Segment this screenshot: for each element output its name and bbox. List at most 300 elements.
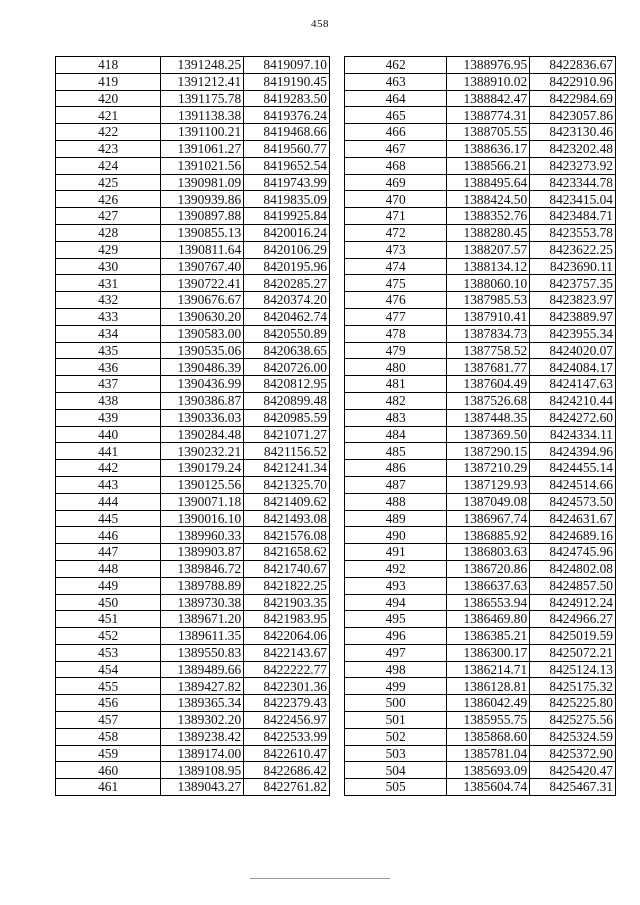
y-coordinate-cell: 8424210.44 [530,392,616,409]
point-number-cell: 500 [345,695,447,712]
point-number-cell: 423 [56,140,161,157]
y-coordinate-cell: 8423202.48 [530,140,616,157]
table-row [345,443,616,460]
y-coordinate-cell: 8421576.08 [244,527,330,544]
point-number-cell: 425 [56,174,161,191]
point-number-cell: 473 [345,241,447,258]
table-row [345,73,616,90]
y-coordinate-cell: 8424084.17 [530,359,616,376]
footer-rule [250,878,390,879]
x-coordinate-cell: 1390981.09 [161,174,244,191]
x-coordinate-cell: 1389174.00 [161,745,244,762]
y-coordinate-cell: 8419560.77 [244,140,330,157]
table-row [56,308,330,325]
point-number-cell: 429 [56,241,161,258]
x-coordinate-cell: 1387448.35 [447,409,530,426]
table-row [345,124,616,141]
table-row [56,258,330,275]
x-coordinate-cell: 1389788.89 [161,577,244,594]
point-number-cell: 485 [345,443,447,460]
point-number-cell: 495 [345,611,447,628]
x-coordinate-cell: 1390583.00 [161,325,244,342]
point-number-cell: 449 [56,577,161,594]
point-number-cell: 465 [345,107,447,124]
x-coordinate-cell: 1389238.42 [161,728,244,745]
point-number-cell: 497 [345,644,447,661]
point-number-cell: 501 [345,712,447,729]
table-row [56,611,330,628]
y-coordinate-cell: 8420285.27 [244,275,330,292]
table-row [345,426,616,443]
y-coordinate-cell: 8423553.78 [530,224,616,241]
x-coordinate-cell: 1390071.18 [161,493,244,510]
y-coordinate-cell: 8419097.10 [244,57,330,74]
point-number-cell: 419 [56,73,161,90]
point-number-cell: 483 [345,409,447,426]
x-coordinate-cell: 1385868.60 [447,728,530,745]
table-row [56,392,330,409]
table-row [345,258,616,275]
x-coordinate-cell: 1387604.49 [447,376,530,393]
point-number-cell: 461 [56,779,161,796]
table-row [56,157,330,174]
point-number-cell: 498 [345,661,447,678]
x-coordinate-cell: 1390897.88 [161,208,244,225]
y-coordinate-cell: 8425324.59 [530,728,616,745]
table-row [345,661,616,678]
table-row [345,325,616,342]
x-coordinate-cell: 1387758.52 [447,342,530,359]
table-row [56,762,330,779]
y-coordinate-cell: 8423057.86 [530,107,616,124]
point-number-cell: 504 [345,762,447,779]
x-coordinate-cell: 1390767.40 [161,258,244,275]
y-coordinate-cell: 8422984.69 [530,90,616,107]
point-number-cell: 431 [56,275,161,292]
y-coordinate-cell: 8424272.60 [530,409,616,426]
table-row [345,292,616,309]
x-coordinate-cell: 1389960.33 [161,527,244,544]
x-coordinate-cell: 1389043.27 [161,779,244,796]
x-coordinate-cell: 1388280.45 [447,224,530,241]
table-row [345,745,616,762]
table-row [56,661,330,678]
table-row [345,560,616,577]
point-number-cell: 422 [56,124,161,141]
y-coordinate-cell: 8423757.35 [530,275,616,292]
y-coordinate-cell: 8420195.96 [244,258,330,275]
y-coordinate-cell: 8425467.31 [530,779,616,796]
table-row [345,157,616,174]
x-coordinate-cell: 1390535.06 [161,342,244,359]
table-row [345,577,616,594]
x-coordinate-cell: 1390676.67 [161,292,244,309]
y-coordinate-cell: 8425175.32 [530,678,616,695]
point-number-cell: 467 [345,140,447,157]
y-coordinate-cell: 8425019.59 [530,628,616,645]
y-coordinate-cell: 8423955.34 [530,325,616,342]
x-coordinate-cell: 1386300.17 [447,644,530,661]
y-coordinate-cell: 8419835.09 [244,191,330,208]
point-number-cell: 424 [56,157,161,174]
y-coordinate-cell: 8424966.27 [530,611,616,628]
point-number-cell: 445 [56,510,161,527]
point-number-cell: 441 [56,443,161,460]
y-coordinate-cell: 8420550.89 [244,325,330,342]
y-coordinate-cell: 8420462.74 [244,308,330,325]
table-row [56,124,330,141]
x-coordinate-cell: 1390436.99 [161,376,244,393]
point-number-cell: 428 [56,224,161,241]
x-coordinate-cell: 1390939.86 [161,191,244,208]
x-coordinate-cell: 1389730.38 [161,594,244,611]
point-number-cell: 469 [345,174,447,191]
table-row [56,577,330,594]
x-coordinate-cell: 1388566.21 [447,157,530,174]
y-coordinate-cell: 8424573.50 [530,493,616,510]
point-number-cell: 460 [56,762,161,779]
point-number-cell: 436 [56,359,161,376]
y-coordinate-cell: 8423823.97 [530,292,616,309]
table-row [56,493,330,510]
x-coordinate-cell: 1388352.76 [447,208,530,225]
y-coordinate-cell: 8423690.11 [530,258,616,275]
y-coordinate-cell: 8423622.25 [530,241,616,258]
table-row [56,292,330,309]
point-number-cell: 433 [56,308,161,325]
table-row [56,460,330,477]
coordinates-table-left [55,56,330,796]
point-number-cell: 484 [345,426,447,443]
y-coordinate-cell: 8420374.20 [244,292,330,309]
x-coordinate-cell: 1387910.41 [447,308,530,325]
point-number-cell: 496 [345,628,447,645]
x-coordinate-cell: 1389671.20 [161,611,244,628]
table-row [345,359,616,376]
x-coordinate-cell: 1388134.12 [447,258,530,275]
x-coordinate-cell: 1390336.03 [161,409,244,426]
table-row [56,174,330,191]
y-coordinate-cell: 8420106.29 [244,241,330,258]
page-number: 458 [311,18,329,30]
y-coordinate-cell: 8419652.54 [244,157,330,174]
table-row [56,544,330,561]
x-coordinate-cell: 1386553.94 [447,594,530,611]
table-row [56,359,330,376]
y-coordinate-cell: 8424147.63 [530,376,616,393]
point-number-cell: 487 [345,476,447,493]
y-coordinate-cell: 8424394.96 [530,443,616,460]
point-number-cell: 455 [56,678,161,695]
y-coordinate-cell: 8422836.67 [530,57,616,74]
point-number-cell: 457 [56,712,161,729]
y-coordinate-cell: 8425124.13 [530,661,616,678]
x-coordinate-cell: 1391021.56 [161,157,244,174]
table-row [345,224,616,241]
x-coordinate-cell: 1391212.41 [161,73,244,90]
point-number-cell: 474 [345,258,447,275]
x-coordinate-cell: 1387985.53 [447,292,530,309]
x-coordinate-cell: 1388636.17 [447,140,530,157]
point-number-cell: 479 [345,342,447,359]
point-number-cell: 499 [345,678,447,695]
point-number-cell: 458 [56,728,161,745]
point-number-cell: 421 [56,107,161,124]
x-coordinate-cell: 1390811.64 [161,241,244,258]
table-row [345,510,616,527]
point-number-cell: 503 [345,745,447,762]
y-coordinate-cell: 8424689.16 [530,527,616,544]
point-number-cell: 440 [56,426,161,443]
point-number-cell: 452 [56,628,161,645]
point-number-cell: 437 [56,376,161,393]
point-number-cell: 434 [56,325,161,342]
table-row [345,174,616,191]
table-row [56,644,330,661]
y-coordinate-cell: 8423344.78 [530,174,616,191]
x-coordinate-cell: 1386469.80 [447,611,530,628]
y-coordinate-cell: 8424631.67 [530,510,616,527]
table-row [56,73,330,90]
point-number-cell: 430 [56,258,161,275]
x-coordinate-cell: 1385604.74 [447,779,530,796]
table-row [345,644,616,661]
x-coordinate-cell: 1389550.83 [161,644,244,661]
table-row [56,409,330,426]
table-row [345,544,616,561]
point-number-cell: 435 [56,342,161,359]
point-number-cell: 450 [56,594,161,611]
table-row [345,594,616,611]
y-coordinate-cell: 8422686.42 [244,762,330,779]
y-coordinate-cell: 8425372.90 [530,745,616,762]
x-coordinate-cell: 1389302.20 [161,712,244,729]
table-row [56,140,330,157]
y-coordinate-cell: 8424334.11 [530,426,616,443]
table-row [56,678,330,695]
point-number-cell: 466 [345,124,447,141]
x-coordinate-cell: 1390125.56 [161,476,244,493]
y-coordinate-cell: 8425420.47 [530,762,616,779]
point-number-cell: 439 [56,409,161,426]
y-coordinate-cell: 8421241.34 [244,460,330,477]
y-coordinate-cell: 8425072.21 [530,644,616,661]
point-number-cell: 489 [345,510,447,527]
y-coordinate-cell: 8419283.50 [244,90,330,107]
point-number-cell: 482 [345,392,447,409]
y-coordinate-cell: 8424857.50 [530,577,616,594]
x-coordinate-cell: 1389108.95 [161,762,244,779]
point-number-cell: 418 [56,57,161,74]
point-number-cell: 443 [56,476,161,493]
x-coordinate-cell: 1389365.34 [161,695,244,712]
y-coordinate-cell: 8423415.04 [530,191,616,208]
table-row [345,409,616,426]
table-row [345,376,616,393]
coordinates-table-right-body [345,57,616,796]
table-row [345,57,616,74]
x-coordinate-cell: 1387681.77 [447,359,530,376]
table-row [56,594,330,611]
table-row [345,460,616,477]
table-row [56,728,330,745]
y-coordinate-cell: 8422910.96 [530,73,616,90]
point-number-cell: 451 [56,611,161,628]
point-number-cell: 502 [345,728,447,745]
point-number-cell: 426 [56,191,161,208]
x-coordinate-cell: 1391248.25 [161,57,244,74]
y-coordinate-cell: 8423889.97 [530,308,616,325]
point-number-cell: 493 [345,577,447,594]
x-coordinate-cell: 1390179.24 [161,460,244,477]
table-row [56,191,330,208]
point-number-cell: 492 [345,560,447,577]
x-coordinate-cell: 1389903.87 [161,544,244,561]
y-coordinate-cell: 8424455.14 [530,460,616,477]
point-number-cell: 505 [345,779,447,796]
table-row [56,628,330,645]
x-coordinate-cell: 1386967.74 [447,510,530,527]
x-coordinate-cell: 1390486.39 [161,359,244,376]
x-coordinate-cell: 1389427.82 [161,678,244,695]
x-coordinate-cell: 1390630.20 [161,308,244,325]
x-coordinate-cell: 1386637.63 [447,577,530,594]
y-coordinate-cell: 8425275.56 [530,712,616,729]
y-coordinate-cell: 8420985.59 [244,409,330,426]
table-row [345,527,616,544]
point-number-cell: 472 [345,224,447,241]
table-row [56,208,330,225]
x-coordinate-cell: 1390016.10 [161,510,244,527]
table-row [345,678,616,695]
table-row [56,527,330,544]
x-coordinate-cell: 1387834.73 [447,325,530,342]
x-coordinate-cell: 1391061.27 [161,140,244,157]
point-number-cell: 462 [345,57,447,74]
y-coordinate-cell: 8424802.08 [530,560,616,577]
y-coordinate-cell: 8421156.52 [244,443,330,460]
point-number-cell: 442 [56,460,161,477]
point-number-cell: 471 [345,208,447,225]
x-coordinate-cell: 1387129.93 [447,476,530,493]
y-coordinate-cell: 8422533.99 [244,728,330,745]
point-number-cell: 453 [56,644,161,661]
y-coordinate-cell: 8422064.06 [244,628,330,645]
y-coordinate-cell: 8420899.48 [244,392,330,409]
y-coordinate-cell: 8419376.24 [244,107,330,124]
x-coordinate-cell: 1386128.81 [447,678,530,695]
x-coordinate-cell: 1388774.31 [447,107,530,124]
point-number-cell: 444 [56,493,161,510]
x-coordinate-cell: 1387526.68 [447,392,530,409]
x-coordinate-cell: 1388207.57 [447,241,530,258]
y-coordinate-cell: 8420812.95 [244,376,330,393]
y-coordinate-cell: 8424745.96 [530,544,616,561]
table-row [56,745,330,762]
table-row [345,476,616,493]
point-number-cell: 478 [345,325,447,342]
y-coordinate-cell: 8419190.45 [244,73,330,90]
y-coordinate-cell: 8420016.24 [244,224,330,241]
table-row [345,392,616,409]
y-coordinate-cell: 8422761.82 [244,779,330,796]
point-number-cell: 448 [56,560,161,577]
table-row [56,57,330,74]
y-coordinate-cell: 8420726.00 [244,359,330,376]
point-number-cell: 459 [56,745,161,762]
table-row [345,628,616,645]
point-number-cell: 454 [56,661,161,678]
point-number-cell: 447 [56,544,161,561]
table-row [56,224,330,241]
point-number-cell: 475 [345,275,447,292]
table-row [56,107,330,124]
y-coordinate-cell: 8421493.08 [244,510,330,527]
table-row [56,779,330,796]
y-coordinate-cell: 8422379.43 [244,695,330,712]
table-row [56,325,330,342]
x-coordinate-cell: 1388842.47 [447,90,530,107]
x-coordinate-cell: 1388705.55 [447,124,530,141]
x-coordinate-cell: 1386214.71 [447,661,530,678]
y-coordinate-cell: 8422610.47 [244,745,330,762]
y-coordinate-cell: 8421740.67 [244,560,330,577]
point-number-cell: 464 [345,90,447,107]
table-row [345,342,616,359]
x-coordinate-cell: 1390386.87 [161,392,244,409]
table-row [345,90,616,107]
x-coordinate-cell: 1388424.50 [447,191,530,208]
table-row [345,611,616,628]
point-number-cell: 481 [345,376,447,393]
y-coordinate-cell: 8424912.24 [530,594,616,611]
point-number-cell: 420 [56,90,161,107]
y-coordinate-cell: 8420638.65 [244,342,330,359]
point-number-cell: 480 [345,359,447,376]
table-row [345,241,616,258]
x-coordinate-cell: 1388910.02 [447,73,530,90]
point-number-cell: 456 [56,695,161,712]
point-number-cell: 476 [345,292,447,309]
y-coordinate-cell: 8423273.92 [530,157,616,174]
y-coordinate-cell: 8424020.07 [530,342,616,359]
y-coordinate-cell: 8425225.80 [530,695,616,712]
x-coordinate-cell: 1388976.95 [447,57,530,74]
x-coordinate-cell: 1389489.66 [161,661,244,678]
y-coordinate-cell: 8422301.36 [244,678,330,695]
x-coordinate-cell: 1385693.09 [447,762,530,779]
x-coordinate-cell: 1387369.50 [447,426,530,443]
y-coordinate-cell: 8421409.62 [244,493,330,510]
table-row [56,476,330,493]
table-row [56,376,330,393]
table-row [56,275,330,292]
x-coordinate-cell: 1389846.72 [161,560,244,577]
point-number-cell: 438 [56,392,161,409]
x-coordinate-cell: 1391100.21 [161,124,244,141]
x-coordinate-cell: 1386720.86 [447,560,530,577]
y-coordinate-cell: 8422143.67 [244,644,330,661]
table-row [56,342,330,359]
table-row [345,308,616,325]
x-coordinate-cell: 1387210.29 [447,460,530,477]
y-coordinate-cell: 8421903.35 [244,594,330,611]
y-coordinate-cell: 8421658.62 [244,544,330,561]
x-coordinate-cell: 1389611.35 [161,628,244,645]
x-coordinate-cell: 1390722.41 [161,275,244,292]
x-coordinate-cell: 1390284.48 [161,426,244,443]
table-row [56,426,330,443]
